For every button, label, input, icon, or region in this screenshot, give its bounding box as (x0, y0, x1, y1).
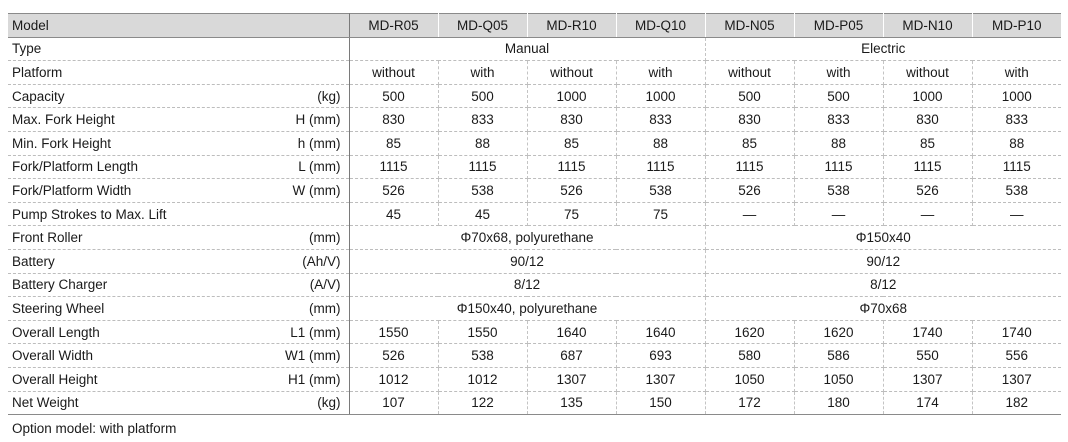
header-label: Model (8, 14, 349, 38)
value-cell: 500 (794, 84, 883, 108)
row-unit: L (mm) (298, 159, 341, 175)
row-label-cell (8, 273, 349, 297)
spec-row-pump-strokes-to-max-lift (8, 202, 1061, 226)
value-cell: 174 (883, 391, 972, 415)
row-label: Min. Fork Height (12, 135, 112, 151)
value-cell: 1115 (883, 155, 972, 179)
spec-row-type (8, 37, 1061, 61)
value-cell: 833 (794, 108, 883, 132)
value-cell: 88 (794, 131, 883, 155)
group-value-cell: Φ150x40 (705, 226, 1061, 250)
spec-row-front-roller (8, 226, 1061, 250)
row-label-cell (8, 226, 349, 250)
row-label: Type (12, 41, 42, 57)
spec-row-overall-width (8, 344, 1061, 368)
value-cell: 1115 (616, 155, 705, 179)
value-cell: 687 (527, 344, 616, 368)
value-cell: 830 (527, 108, 616, 132)
row-label-cell (8, 61, 349, 85)
row-unit: H1 (mm) (288, 371, 341, 387)
row-unit: H (mm) (295, 112, 341, 128)
value-cell: 500 (349, 84, 438, 108)
model-header-md-p05: MD-P05 (794, 14, 883, 38)
value-cell: 1740 (972, 320, 1061, 344)
spec-row-max-fork-height (8, 108, 1061, 132)
value-cell: 88 (972, 131, 1061, 155)
value-cell: 1550 (349, 320, 438, 344)
row-label-cell (8, 37, 349, 61)
value-cell: 75 (616, 202, 705, 226)
value-cell: 550 (883, 344, 972, 368)
value-cell: with (794, 61, 883, 85)
value-cell: without (883, 61, 972, 85)
value-cell: 1740 (883, 320, 972, 344)
group-value-cell: Φ70x68 (705, 297, 1061, 321)
value-cell: — (883, 202, 972, 226)
value-cell: 538 (438, 179, 527, 203)
row-label-cell (8, 179, 349, 203)
value-cell: with (438, 61, 527, 85)
spec-table (8, 13, 1061, 415)
model-header-md-q10: MD-Q10 (616, 14, 705, 38)
row-label-cell (8, 320, 349, 344)
value-cell: 88 (438, 131, 527, 155)
value-cell: 1012 (438, 367, 527, 391)
value-cell: 580 (705, 344, 794, 368)
row-unit: W1 (mm) (285, 348, 341, 364)
row-label: Steering Wheel (12, 300, 105, 316)
group-value-cell: 8/12 (349, 273, 705, 297)
spec-row-battery-charger (8, 273, 1061, 297)
row-label: Battery Charger (12, 277, 108, 293)
row-label: Battery (12, 253, 55, 269)
row-label-cell (8, 155, 349, 179)
row-unit: (mm) (309, 300, 341, 316)
value-cell: 1115 (438, 155, 527, 179)
model-header-md-r05: MD-R05 (349, 14, 438, 38)
value-cell: 135 (527, 391, 616, 415)
value-cell: 75 (527, 202, 616, 226)
row-unit: W (mm) (292, 182, 341, 198)
spec-row-capacity (8, 84, 1061, 108)
value-cell: 172 (705, 391, 794, 415)
value-cell: 526 (349, 179, 438, 203)
spec-row-min-fork-height (8, 131, 1061, 155)
group-value-cell: 90/12 (705, 249, 1061, 273)
value-cell: 1620 (794, 320, 883, 344)
value-cell: 182 (972, 391, 1061, 415)
value-cell: 1620 (705, 320, 794, 344)
spec-row-steering-wheel (8, 297, 1061, 321)
value-cell: 1050 (794, 367, 883, 391)
row-label-cell (8, 391, 349, 415)
row-label: Overall Width (12, 348, 94, 364)
value-cell: with (972, 61, 1061, 85)
row-unit: (kg) (317, 88, 341, 104)
row-label: Overall Length (12, 324, 100, 340)
value-cell: 1115 (349, 155, 438, 179)
value-cell: 107 (349, 391, 438, 415)
value-cell: 88 (616, 131, 705, 155)
value-cell: 538 (438, 344, 527, 368)
row-label-cell (8, 84, 349, 108)
row-unit: (A/V) (309, 277, 341, 293)
row-unit: h (mm) (297, 135, 341, 151)
value-cell: 538 (794, 179, 883, 203)
value-cell: 1115 (794, 155, 883, 179)
value-cell: 45 (349, 202, 438, 226)
value-cell: 1115 (527, 155, 616, 179)
value-cell: 538 (616, 179, 705, 203)
value-cell: 586 (794, 344, 883, 368)
value-cell: 500 (705, 84, 794, 108)
row-label: Capacity (12, 88, 65, 104)
value-cell: 122 (438, 391, 527, 415)
value-cell: 1307 (883, 367, 972, 391)
value-cell: — (972, 202, 1061, 226)
value-cell: 526 (705, 179, 794, 203)
model-header-md-n05: MD-N05 (705, 14, 794, 38)
value-cell: 1307 (527, 367, 616, 391)
row-label: Overall Height (12, 371, 98, 387)
spec-row-fork-platform-width (8, 179, 1061, 203)
row-label: Fork/Platform Length (12, 159, 139, 175)
value-cell: — (705, 202, 794, 226)
value-cell: 45 (438, 202, 527, 226)
row-label: Front Roller (12, 230, 83, 246)
value-cell: 1307 (972, 367, 1061, 391)
value-cell: 85 (705, 131, 794, 155)
row-label: Pump Strokes to Max. Lift (12, 206, 167, 222)
value-cell: 85 (883, 131, 972, 155)
group-value-cell: 90/12 (349, 249, 705, 273)
row-label-cell (8, 249, 349, 273)
value-cell: 1640 (527, 320, 616, 344)
value-cell: without (705, 61, 794, 85)
spec-row-net-weight (8, 391, 1061, 415)
value-cell: 830 (705, 108, 794, 132)
value-cell: 1307 (616, 367, 705, 391)
row-label: Net Weight (12, 395, 79, 411)
model-header-md-q05: MD-Q05 (438, 14, 527, 38)
row-unit: L1 (mm) (290, 324, 341, 340)
model-header-md-p10: MD-P10 (972, 14, 1061, 38)
value-cell: 526 (883, 179, 972, 203)
group-value-cell: Electric (705, 37, 1061, 61)
value-cell: 1550 (438, 320, 527, 344)
value-cell: 180 (794, 391, 883, 415)
row-unit: (Ah/V) (302, 253, 341, 269)
value-cell: with (616, 61, 705, 85)
value-cell: 1012 (349, 367, 438, 391)
spec-row-platform (8, 61, 1061, 85)
row-label: Fork/Platform Width (12, 182, 132, 198)
value-cell: 1000 (616, 84, 705, 108)
value-cell: 830 (883, 108, 972, 132)
value-cell: 830 (349, 108, 438, 132)
spec-row-fork-platform-length (8, 155, 1061, 179)
value-cell: 85 (349, 131, 438, 155)
model-header-md-n10: MD-N10 (883, 14, 972, 38)
value-cell: 1115 (972, 155, 1061, 179)
group-value-cell: 8/12 (705, 273, 1061, 297)
value-cell: 1050 (705, 367, 794, 391)
model-header-md-r10: MD-R10 (527, 14, 616, 38)
value-cell: 85 (527, 131, 616, 155)
row-label-cell (8, 131, 349, 155)
value-cell: — (794, 202, 883, 226)
value-cell: 833 (972, 108, 1061, 132)
row-label-cell (8, 297, 349, 321)
spec-row-overall-length (8, 320, 1061, 344)
value-cell: without (527, 61, 616, 85)
value-cell: without (349, 61, 438, 85)
value-cell: 1000 (972, 84, 1061, 108)
value-cell: 833 (438, 108, 527, 132)
value-cell: 526 (349, 344, 438, 368)
header-row (8, 14, 1061, 38)
row-label-cell (8, 344, 349, 368)
row-unit: (kg) (317, 395, 341, 411)
group-value-cell: Manual (349, 37, 705, 61)
value-cell: 1640 (616, 320, 705, 344)
value-cell: 1115 (705, 155, 794, 179)
value-cell: 1000 (527, 84, 616, 108)
row-label-cell (8, 367, 349, 391)
row-label-cell (8, 202, 349, 226)
group-value-cell: Φ70x68, polyurethane (349, 226, 705, 250)
value-cell: 526 (527, 179, 616, 203)
footnote: Option model: with platform (12, 421, 177, 436)
row-label: Max. Fork Height (12, 112, 115, 128)
value-cell: 693 (616, 344, 705, 368)
group-value-cell: Φ150x40, polyurethane (349, 297, 705, 321)
value-cell: 150 (616, 391, 705, 415)
spec-row-battery (8, 249, 1061, 273)
value-cell: 1000 (883, 84, 972, 108)
row-label: Platform (12, 64, 63, 80)
value-cell: 538 (972, 179, 1061, 203)
row-unit: (mm) (309, 230, 341, 246)
value-cell: 556 (972, 344, 1061, 368)
spec-row-overall-height (8, 367, 1061, 391)
value-cell: 833 (616, 108, 705, 132)
value-cell: 500 (438, 84, 527, 108)
row-label-cell (8, 108, 349, 132)
